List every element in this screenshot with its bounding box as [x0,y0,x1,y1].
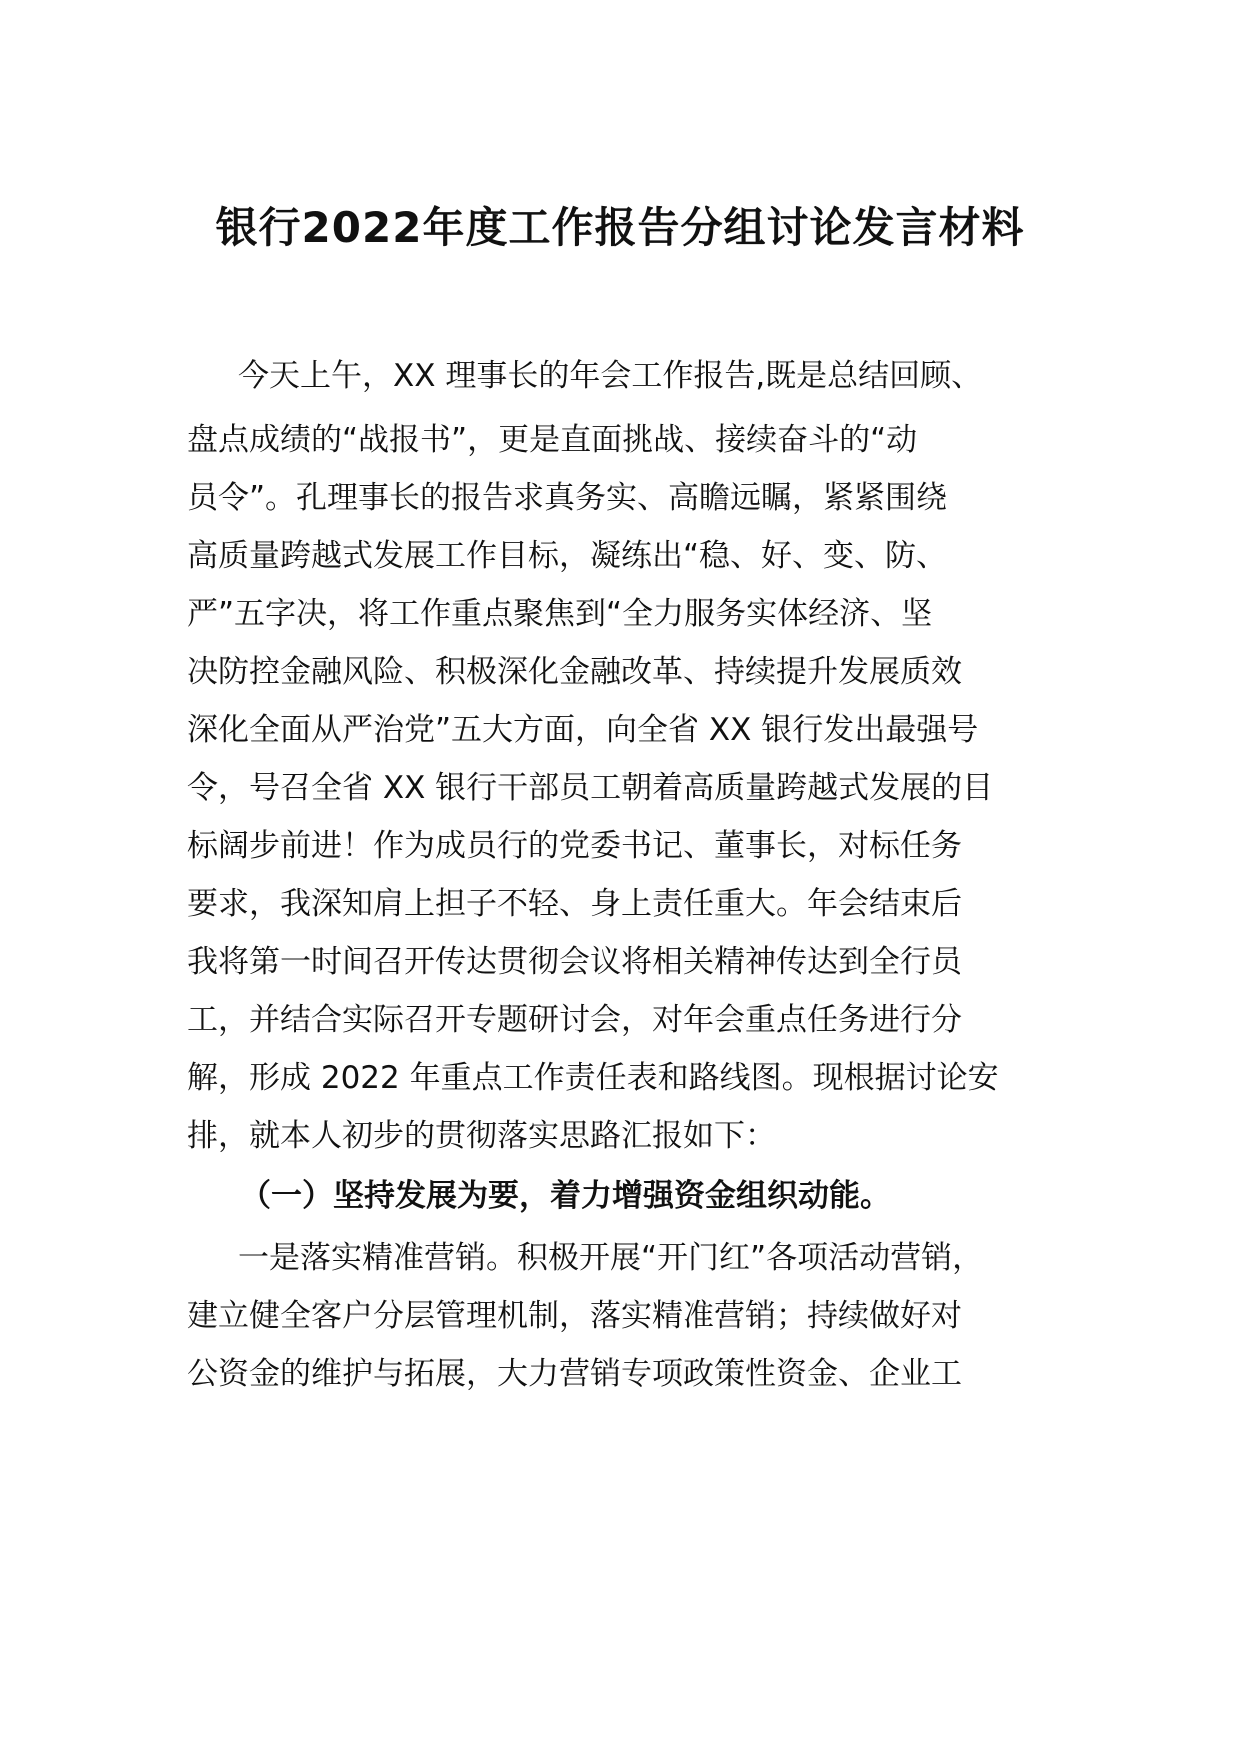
paragraph-line: 员令”。孔理事长的报告求真务实、高瞻远瞩，紧紧围绕 [187,480,948,516]
paragraph-line: 解，形成 2022 年重点工作责任表和路线图。现根据讨论安 [187,1060,999,1096]
document-title: 银行2022年度工作报告分组讨论发言材料 [215,203,1025,252]
section-heading: （一）坚持发展为要，着力增强资金组织动能。 [240,1178,891,1214]
paragraph-line: 我将第一时间召开传达贯彻会议将相关精神传达到全行员 [187,944,962,980]
paragraph-line: 工，并结合实际召开专题研讨会，对年会重点任务进行分 [187,1002,962,1038]
paragraph-line: 标阔步前进！作为成员行的党委书记、董事长，对标任务 [187,828,962,864]
paragraph-line: 严”五字决，将工作重点聚焦到“全力服务实体经济、坚 [187,596,933,632]
paragraph-line: 盘点成绩的“战报书”，更是直面挑战、接续奋斗的“动 [187,422,918,458]
paragraph-line: 公资金的维护与拓展，大力营销专项政策性资金、企业工 [187,1356,962,1392]
paragraph-line: 要求，我深知肩上担子不轻、身上责任重大。年会结束后 [187,886,962,922]
paragraph-line: 今天上午，XX 理事长的年会工作报告,既是总结回顾、 [238,358,983,394]
paragraph-line: 深化全面从严治党”五大方面，向全省 XX 银行发出最强号 [187,712,979,748]
paragraph-line: 排，就本人初步的贯彻落实思路汇报如下： [187,1118,776,1154]
paragraph-line: 决防控金融风险、积极深化金融改革、持续提升发展质效 [187,654,962,690]
paragraph-line: 建立健全客户分层管理机制，落实精准营销；持续做好对 [187,1298,962,1334]
paragraph-line: 高质量跨越式发展工作目标，凝练出“稳、好、变、防、 [187,538,948,574]
paragraph-line: 令，号召全省 XX 银行干部员工朝着高质量跨越式发展的目 [187,770,994,806]
paragraph-line: 一是落实精准营销。积极开展“开门红”各项活动营销， [238,1240,984,1276]
